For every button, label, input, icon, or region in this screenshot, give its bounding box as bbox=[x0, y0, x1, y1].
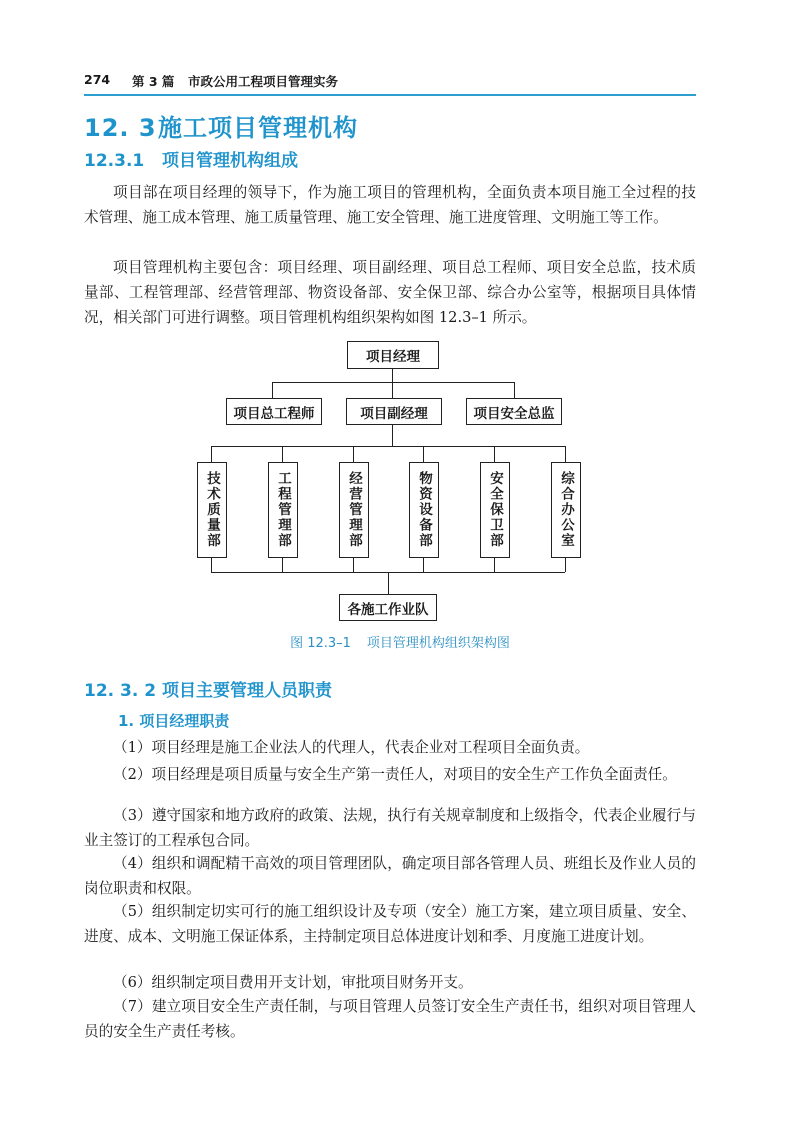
duty-item-5: （5）组织制定切实可行的施工组织设计及专项（安全）施工方案，建立项目质量、安全、进度、成本、文明施工保证体系，主持制定项目总体进度计划和季、月度施工进度计划。 bbox=[84, 903, 696, 945]
org-box-dept-business: 经营管理部 bbox=[339, 462, 369, 558]
subsection-number-1: 12.3.1 bbox=[84, 151, 145, 171]
connector-line bbox=[423, 558, 424, 572]
connector-line bbox=[272, 382, 273, 398]
connector-line bbox=[392, 382, 393, 398]
connector-line bbox=[565, 558, 566, 572]
paragraph-1: 项目部在项目经理的领导下，作为施工项目的管理机构，全面负责本项目施工全过程的技术管理、施工成本管理、施工质量管理、施工安全管理、施工进度管理、文明施工等工作。 bbox=[84, 184, 696, 226]
paragraph-2: 项目管理机构主要包含：项目经理、项目副经理、项目总工程师、项目安全总监，技术质量部、工程管理部、经营管理部、物资设备部、安全保卫部、综合办公室等，根据项目具体情况，相关部门可进行调整。项目管理机构组织架构如图 12.3–1 所示。 bbox=[84, 259, 696, 326]
duty-item-3: （3）遵守国家和地方政府的政策、法规，执行有关规章制度和上级指令，代表企业履行与业主签订的工程承包合同。 bbox=[84, 807, 696, 849]
figure-title: 项目管理机构组织架构图 bbox=[366, 636, 510, 651]
part-label: 第 3 篇 bbox=[132, 74, 175, 89]
org-box-work-teams: 各施工作业队 bbox=[339, 594, 437, 621]
connector-line bbox=[353, 558, 354, 572]
page-number: 274 bbox=[84, 72, 111, 87]
connector-line bbox=[392, 424, 393, 446]
subsection-title-2: 项目主要管理人员职责 bbox=[162, 681, 332, 701]
duty-item-7: （7）建立项目安全生产责任制，与项目管理人员签订安全生产责任书，组织对项目管理人员的安全生产责任考核。 bbox=[84, 998, 696, 1040]
connector-line bbox=[514, 382, 515, 398]
subsection-title-1: 项目管理机构组成 bbox=[162, 151, 298, 171]
connector-line bbox=[423, 446, 424, 462]
duty-item-2: （2）项目经理是项目质量与安全生产第一责任人，对项目的安全生产工作负全面责任。 bbox=[113, 766, 677, 783]
connector-line bbox=[388, 572, 389, 594]
org-box-deputy-manager: 项目副经理 bbox=[346, 398, 442, 425]
org-box-dept-materials: 物资设备部 bbox=[409, 462, 439, 558]
org-box-dept-security: 安全保卫部 bbox=[480, 462, 510, 558]
connector-line bbox=[211, 558, 212, 572]
subsection-heading-2 bbox=[84, 676, 332, 701]
connector-line bbox=[211, 446, 565, 447]
connector-line bbox=[282, 558, 283, 572]
org-box-dept-engineering: 工程管理部 bbox=[268, 462, 298, 558]
figure-number: 图 12.3–1 bbox=[290, 636, 351, 651]
org-box-dept-office: 综合办公室 bbox=[551, 462, 581, 558]
subsection-heading-1 bbox=[84, 146, 298, 171]
running-header bbox=[84, 70, 696, 92]
figure-caption bbox=[0, 632, 800, 651]
connector-line bbox=[494, 558, 495, 572]
connector-line bbox=[282, 446, 283, 462]
connector-line bbox=[211, 446, 212, 462]
org-box-project-manager: 项目经理 bbox=[347, 341, 439, 369]
duty-item-1: （1）项目经理是施工企业法人的代理人，代表企业对工程项目全面负责。 bbox=[113, 739, 590, 756]
book-title: 市政公用工程项目管理实务 bbox=[188, 74, 339, 89]
section-number: 12. 3 bbox=[84, 114, 157, 142]
connector-line bbox=[353, 446, 354, 462]
section-heading bbox=[84, 108, 358, 143]
duty-item-4: （4）组织和调配精干高效的项目管理团队，确定项目部各管理人员、班组长及作业人员的岗位职责和权限。 bbox=[84, 855, 696, 897]
duty-item-6: （6）组织制定项目费用开支计划，审批项目财务开支。 bbox=[113, 974, 473, 991]
connector-line bbox=[392, 368, 393, 382]
subsection-number-2: 12. 3. 2 bbox=[84, 681, 157, 701]
header-rule bbox=[84, 94, 696, 96]
connector-line bbox=[494, 446, 495, 462]
org-box-chief-engineer: 项目总工程师 bbox=[226, 398, 322, 425]
item-heading: 1. 项目经理职责 bbox=[118, 712, 230, 730]
org-box-dept-technical-quality: 技术质量部 bbox=[197, 462, 227, 558]
org-box-safety-director: 项目安全总监 bbox=[466, 398, 562, 425]
connector-line bbox=[565, 446, 566, 462]
section-title: 施工项目管理机构 bbox=[158, 114, 358, 142]
